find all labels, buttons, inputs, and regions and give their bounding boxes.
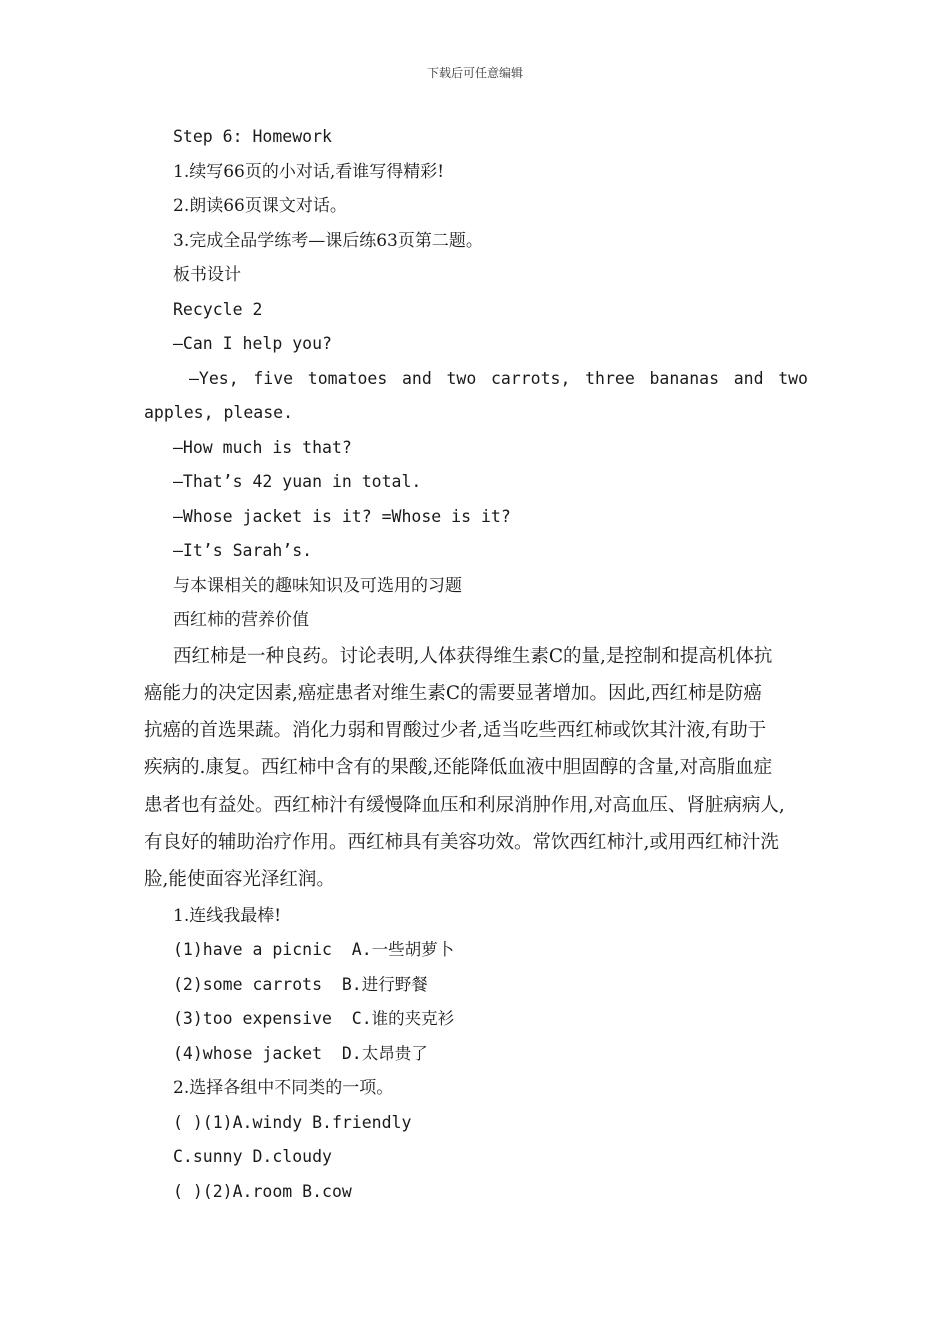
dialogue-line: —That’s 42 yuan in total. <box>173 472 422 491</box>
matching-item: (4)whose jacket D.太昂贵了 <box>173 1043 428 1063</box>
dialogue-line: —Whose jacket is it? =Whose is it? <box>173 506 511 526</box>
knowledge-title: 与本课相关的趣味知识及可选用的习题 <box>173 575 462 596</box>
board-design-title: 板书设计 <box>173 265 241 285</box>
knowledge-subtitle: 西红柿的营养价值 <box>173 610 309 630</box>
homework-item: 1.续写66页的小对话,看谁写得精彩! <box>173 161 445 182</box>
matching-item: (1)have a picnic A.一些胡萝卜 <box>173 940 455 960</box>
board-subtitle: Recycle 2 <box>173 299 263 319</box>
choice-item: ( )(2)A.room B.cow <box>173 1181 352 1201</box>
page-header: 下载后可任意编辑 <box>426 66 523 80</box>
choice-item: C.sunny D.cloudy <box>173 1147 332 1167</box>
paragraph-line: 脸,能使面容光泽红润。 <box>144 869 335 891</box>
exercise-1-title: 1.连线我最棒! <box>173 905 282 926</box>
paragraph-line: 有良好的辅助治疗作用。西红柿具有美容功效。常饮西红柿汁,或用西红柿汁洗 <box>144 831 779 853</box>
tomato-nutrition-paragraph <box>144 638 808 899</box>
dialogue-line: —Yes, five tomatoes and two carrots, three bananas and two <box>189 368 808 388</box>
dialogue-line: —It’s Sarah’s. <box>173 541 313 560</box>
matching-item: (2)some carrots B.进行野餐 <box>173 974 428 994</box>
paragraph-line: 患者也有益处。西红柿汁有缓慢降血压和利尿消肿作用,对高血压、肾脏病病人, <box>144 794 785 816</box>
matching-item: (3)too expensive C.谁的夹克衫 <box>173 1009 455 1029</box>
paragraph-line: 抗癌的首选果蔬。消化力弱和胃酸过少者,适当吃些西红柿或饮其汁液,有助于 <box>144 720 767 742</box>
paragraph-line: 疾病的.康复。西红柿中含有的果酸,还能降低血液中胆固醇的含量,对高脂血症 <box>144 757 773 779</box>
choice-item: ( )(1)A.windy B.friendly <box>173 1112 412 1132</box>
homework-item: 3.完成全品学练考—课后练63页第二题。 <box>173 230 483 251</box>
dialogue-line: apples, please. <box>144 403 294 422</box>
paragraph-line: 西红柿是一种良药。讨论表明,人体获得维生素C的量,是控制和提高机体抗 <box>173 645 773 667</box>
exercise-2-title: 2.选择各组中不同类的一项。 <box>173 1078 394 1099</box>
document-body <box>144 120 808 1209</box>
dialogue-line: —Can I help you? <box>173 334 332 353</box>
dialogue-line: —How much is that? <box>173 437 352 457</box>
homework-item: 2.朗读66页课文对话。 <box>173 196 347 216</box>
paragraph-line: 癌能力的决定因素,癌症患者对维生素C的需要显著增加。因此,西红柿是防癌 <box>144 682 762 704</box>
homework-title: Step 6: Homework <box>173 127 332 146</box>
